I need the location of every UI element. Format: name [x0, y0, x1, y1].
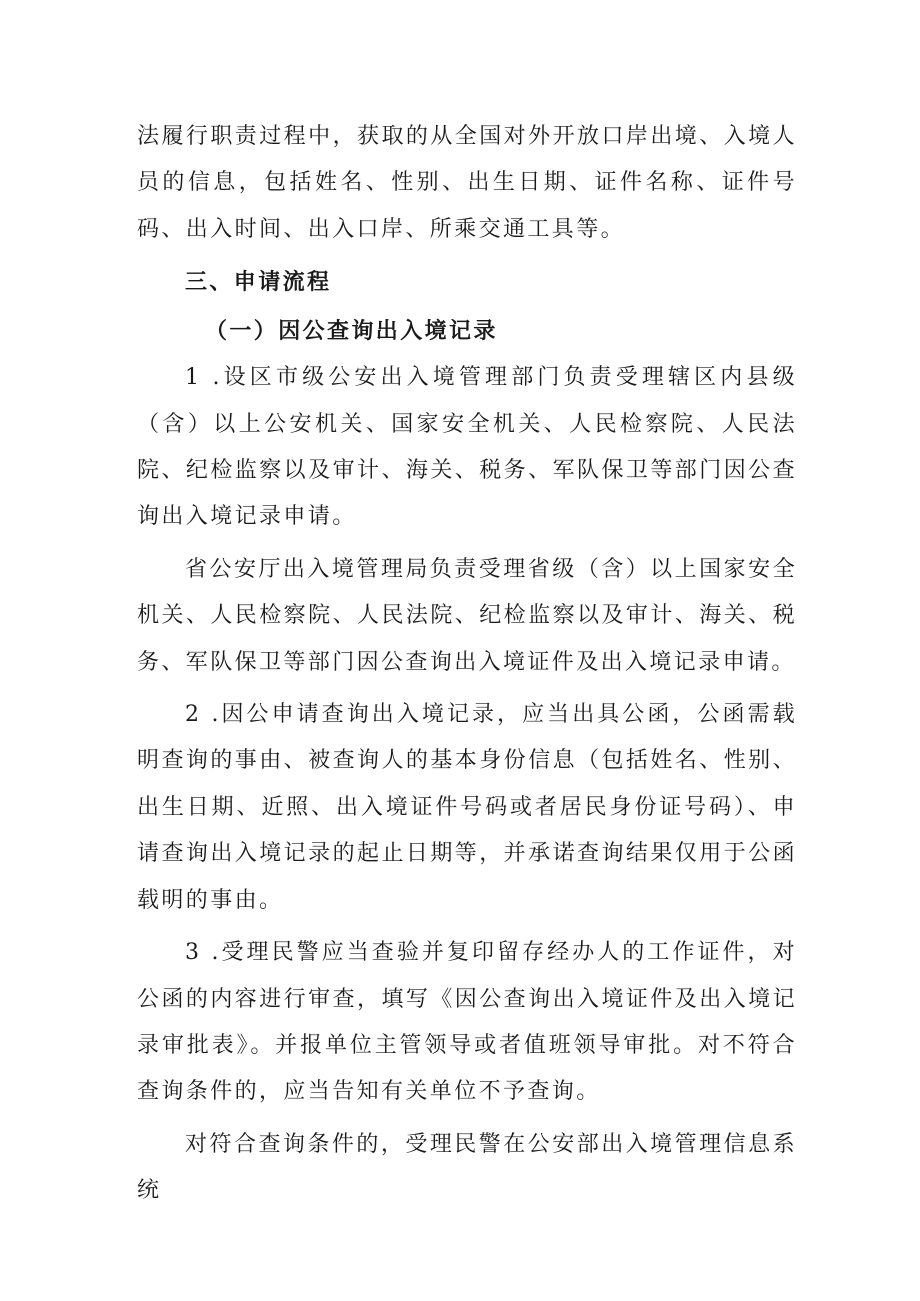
document-body [137, 114, 797, 1215]
paragraph-item-2: 2 .因公申请查询出入境记录，应当出具公函，公函需载明查询的事由、被查询人的基本身份信息（包括姓名、性别、出生日期、近照、出入境证件号码或者居民身份证号码）、申请查询出入境记录的起止日期等，并承诺查询结果仅用于公函载明的事由。 [137, 702, 797, 913]
section-heading: 三、申请流程 [185, 270, 332, 296]
paragraph-provincial: 省公安厅出入境管理局负责受理省级（含）以上国家安全机关、人民检察院、人民法院、纪检监察以及审计、海关、税务、军队保卫等部门因公查询出入境证件及出入境记录申请。 [137, 556, 797, 675]
paragraph-item-1: 1 .设区市级公安出入境管理部门负责受理辖区内县级（含）以上公安机关、国家安全机关、人民检察院、人民法院、纪检监察以及审计、海关、税务、军队保卫等部门因公查询出入境记录申请。 [137, 365, 797, 530]
paragraph-continuation: 法履行职责过程中，获取的从全国对外开放口岸出境、入境人员的信息，包括姓名、性别、出生日期、证件名称、证件号码、出入时间、出入口岸、所乘交通工具等。 [137, 124, 797, 242]
paragraph-qualified: 对符合查询条件的，受理民警在公安部出入境管理信息系统 [137, 1131, 797, 1204]
paragraph-item-3: 3 .受理民警应当查验并复印留存经办人的工作证件，对公函的内容进行审查，填写《因公查询出入境证件及出入境记录审批表》。并报单位主管领导或者值班领导审批。对不符合查询条件的，应当告知有关单位不予查询。 [137, 940, 797, 1105]
subsection-heading: （一）因公查询出入境记录 [205, 318, 498, 345]
